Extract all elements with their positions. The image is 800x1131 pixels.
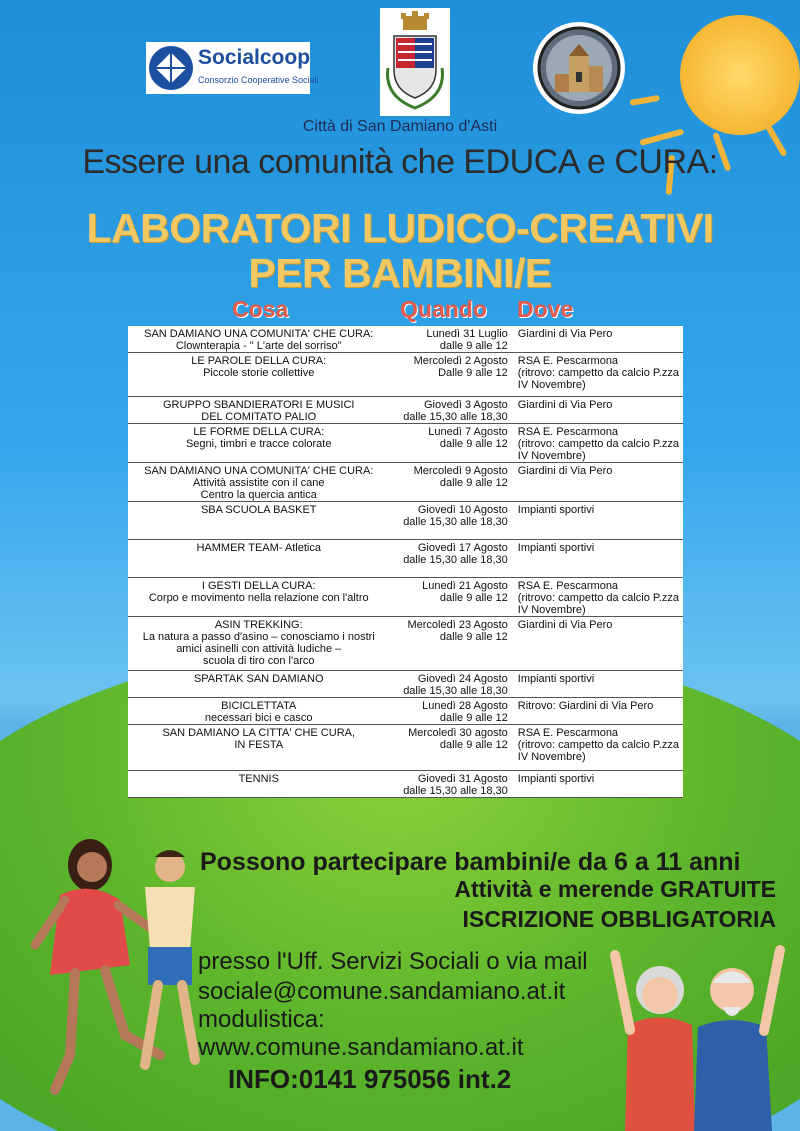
column-header-dove: Dove [517, 296, 574, 322]
date-cell [389, 698, 513, 725]
location-cell [514, 771, 683, 798]
location-cell-line: IV Novembre) [517, 604, 586, 616]
location-cell-line: IV Novembre) [517, 751, 586, 763]
date-cell-line: dalle 15,30 alle 18,30 [403, 516, 508, 528]
activity-cell-line: TENNIS [238, 773, 279, 785]
table-row [128, 424, 683, 463]
website-link[interactable]: www.comune.sandamiano.at.it [198, 1034, 524, 1061]
location-cell [514, 463, 683, 502]
activity-cell [128, 578, 389, 617]
table-row [128, 326, 683, 353]
date-cell [389, 463, 513, 502]
registration-office: presso l'Uff. Servizi Sociali o via mail [198, 948, 588, 975]
date-cell-line: Lunedì 31 Luglio [426, 328, 508, 340]
activity-cell [128, 502, 389, 540]
activity-cell-line: BICICLETTATA [221, 700, 297, 712]
info-free: Attività e merende GRATUITE [454, 876, 776, 902]
location-cell-line: IV Novembre) [517, 379, 586, 391]
location-cell-line: Giardini di Via Pero [517, 465, 613, 477]
activity-cell-line: SBA SCUOLA BASKET [200, 504, 317, 516]
activity-cell-line: DEL COMITATO PALIO [201, 411, 317, 423]
round-town-logo [533, 22, 625, 114]
table-row [128, 397, 683, 424]
location-cell-line: Impianti sportivi [517, 504, 595, 516]
date-cell [389, 671, 513, 698]
date-cell [389, 725, 513, 771]
location-cell-line: Impianti sportivi [517, 773, 595, 785]
socialcoop-logo [146, 42, 319, 94]
activity-cell-line: amici asinelli con attività ludiche – [176, 643, 342, 655]
info-age: Possono partecipare bambini/e da 6 a 11 anni [200, 848, 741, 876]
sun-icon [680, 15, 800, 135]
date-cell-line: Giovedì 3 Agosto [424, 399, 508, 411]
socialcoop-icon [148, 45, 194, 91]
date-cell-line: Giovedì 31 Agosto [417, 773, 508, 785]
location-cell-line: (ritrovo: campetto da calcio P.zza [517, 438, 679, 450]
church-icon [533, 22, 625, 114]
location-cell-line: Impianti sportivi [517, 673, 595, 685]
logo-subtitle: Consorzio Cooperative Sociali [198, 75, 319, 85]
date-cell-line: dalle 9 alle 12 [439, 739, 508, 751]
info-registration: ISCRIZIONE OBBLIGATORIA [462, 906, 776, 932]
location-cell [514, 326, 683, 353]
date-cell [389, 617, 513, 671]
date-cell [389, 424, 513, 463]
date-cell-line: dalle 9 alle 12 [439, 631, 508, 643]
sun-ray [629, 95, 660, 106]
location-cell [514, 353, 683, 397]
forms-label: modulistica: [198, 1006, 325, 1033]
activity-cell-line: IN FESTA [234, 739, 284, 751]
date-cell [389, 540, 513, 578]
location-cell [514, 671, 683, 698]
date-cell-line: Mercoledì 23 Agosto [407, 619, 508, 631]
date-cell-line: Giovedì 17 Agosto [417, 542, 508, 554]
activity-cell-line: SPARTAK SAN DAMIANO [193, 673, 324, 685]
activity-cell-line: necessari bici e casco [204, 712, 313, 724]
schedule-body [128, 326, 683, 798]
activity-cell [128, 540, 389, 578]
activity-cell-line: SAN DAMIANO UNA COMUNITA' CHE CURA: [144, 328, 374, 340]
table-row [128, 502, 683, 540]
location-cell [514, 502, 683, 540]
date-cell [389, 397, 513, 424]
table-row [128, 617, 683, 671]
logo-name: Socialcoop [198, 46, 311, 69]
activity-cell-line: Segni, timbri e tracce colorate [185, 438, 332, 450]
location-cell [514, 424, 683, 463]
date-cell-line: Giovedì 10 Agosto [417, 504, 508, 516]
location-cell [514, 540, 683, 578]
location-cell-line: RSA E. Pescarmona [517, 426, 619, 438]
tagline: Essere una comunità che EDUCA e CURA: [82, 143, 718, 181]
activity-cell [128, 463, 389, 502]
activity-cell-line: HAMMER TEAM- Atletica [196, 542, 321, 554]
date-cell-line: dalle 15,30 alle 18,30 [403, 411, 508, 423]
date-cell-line: dalle 15,30 alle 18,30 [403, 554, 508, 566]
activity-cell [128, 771, 389, 798]
activity-cell [128, 617, 389, 671]
location-cell [514, 397, 683, 424]
date-cell [389, 771, 513, 798]
date-cell-line: Lunedì 28 Agosto [422, 700, 508, 712]
date-cell-line: Mercoledì 2 Agosto [413, 355, 508, 367]
activity-cell-line: SAN DAMIANO LA CITTA' CHE CURA, [162, 727, 356, 739]
activity-cell [128, 397, 389, 424]
info-phone: INFO:0141 975056 int.2 [228, 1064, 512, 1094]
location-cell-line: (ritrovo: campetto da calcio P.zza [517, 592, 679, 604]
elderly-couple-illustration [610, 935, 800, 1131]
location-cell-line: Giardini di Via Pero [517, 328, 613, 340]
date-cell-line: dalle 9 alle 12 [439, 340, 508, 352]
coat-of-arms-logo [380, 8, 450, 116]
location-cell-line: RSA E. Pescarmona [517, 355, 619, 367]
table-row [128, 725, 683, 771]
date-cell-line: dalle 15,30 alle 18,30 [403, 685, 508, 697]
activity-cell-line: La natura a passo d'asino – conosciamo i nostri [142, 631, 375, 643]
activity-cell-line: Attività assistite con il cane [193, 477, 325, 489]
date-cell-line: dalle 15,30 alle 18,30 [403, 785, 508, 797]
date-cell-line: Lunedì 7 Agosto [428, 426, 508, 438]
table-row [128, 463, 683, 502]
headline-line-2: PER BAMBINI/E [248, 250, 552, 296]
activity-cell [128, 326, 389, 353]
schedule-table [128, 326, 683, 798]
column-header-cosa: Cosa [232, 296, 289, 322]
headline-line-1: LABORATORI LUDICO-CREATIVI [86, 205, 714, 251]
activity-cell [128, 353, 389, 397]
activity-cell [128, 698, 389, 725]
date-cell-line: Dalle 9 alle 12 [438, 367, 508, 379]
column-header-quando: Quando [400, 296, 487, 322]
location-cell-line: RSA E. Pescarmona [517, 727, 619, 739]
activity-cell-line: Corpo e movimento nella relazione con l'altro [148, 592, 369, 604]
location-cell-line: (ritrovo: campetto da calcio P.zza [517, 367, 679, 379]
activity-cell-line: LE PAROLE DELLA CURA: [191, 355, 327, 367]
date-cell-line: Mercoledì 9 Agosto [413, 465, 508, 477]
date-cell-line: Mercoledì 30 agosto [408, 727, 508, 739]
location-cell-line: Giardini di Via Pero [517, 619, 613, 631]
date-cell-line: dalle 9 alle 12 [439, 592, 508, 604]
activity-cell-line: ASIN TREKKING: [214, 619, 303, 631]
activity-cell-line: Piccole storie collettive [203, 367, 315, 379]
table-row [128, 353, 683, 397]
location-cell-line: Giardini di Via Pero [517, 399, 613, 411]
location-cell [514, 725, 683, 771]
table-row [128, 671, 683, 698]
activity-cell [128, 725, 389, 771]
date-cell [389, 578, 513, 617]
table-row [128, 698, 683, 725]
date-cell [389, 353, 513, 397]
location-cell [514, 578, 683, 617]
date-cell-line: Giovedì 24 Agosto [417, 673, 508, 685]
table-row [128, 771, 683, 798]
date-cell-line: dalle 9 alle 12 [439, 477, 508, 489]
table-row [128, 578, 683, 617]
location-cell-line: IV Novembre) [517, 450, 586, 462]
activity-cell [128, 424, 389, 463]
activity-cell-line: scuola di tiro con l'arco [202, 655, 315, 667]
date-cell-line: dalle 9 alle 12 [439, 438, 508, 450]
email-link[interactable]: sociale@comune.sandamiano.at.it [198, 978, 566, 1005]
activity-cell-line: GRUPPO SBANDIERATORI E MUSICI [162, 399, 355, 411]
activity-cell-line: Centro la quercia antica [200, 489, 317, 501]
activity-cell-line: LE FORME DELLA CURA: [193, 426, 325, 438]
date-cell [389, 502, 513, 540]
location-cell-line: RSA E. Pescarmona [517, 580, 619, 592]
date-cell-line: Lunedì 21 Agosto [422, 580, 508, 592]
activity-cell-line: I GESTI DELLA CURA: [201, 580, 316, 592]
location-cell-line: Impianti sportivi [517, 542, 595, 554]
activity-cell-line: SAN DAMIANO UNA COMUNITA' CHE CURA: [144, 465, 374, 477]
location-cell-line: (ritrovo: campetto da calcio P.zza [517, 739, 679, 751]
activity-cell [128, 671, 389, 698]
table-row [128, 540, 683, 578]
location-cell [514, 617, 683, 671]
location-cell [514, 698, 683, 725]
coat-of-arms-icon [380, 8, 450, 116]
activity-cell-line: Clownterapia - " L'arte del sorriso" [175, 340, 342, 352]
date-cell-line: dalle 9 alle 12 [439, 712, 508, 724]
date-cell [389, 326, 513, 353]
location-cell-line: Ritrovo: Giardini di Via Pero [517, 700, 654, 712]
city-name: Città di San Damiano d'Asti [302, 118, 498, 135]
